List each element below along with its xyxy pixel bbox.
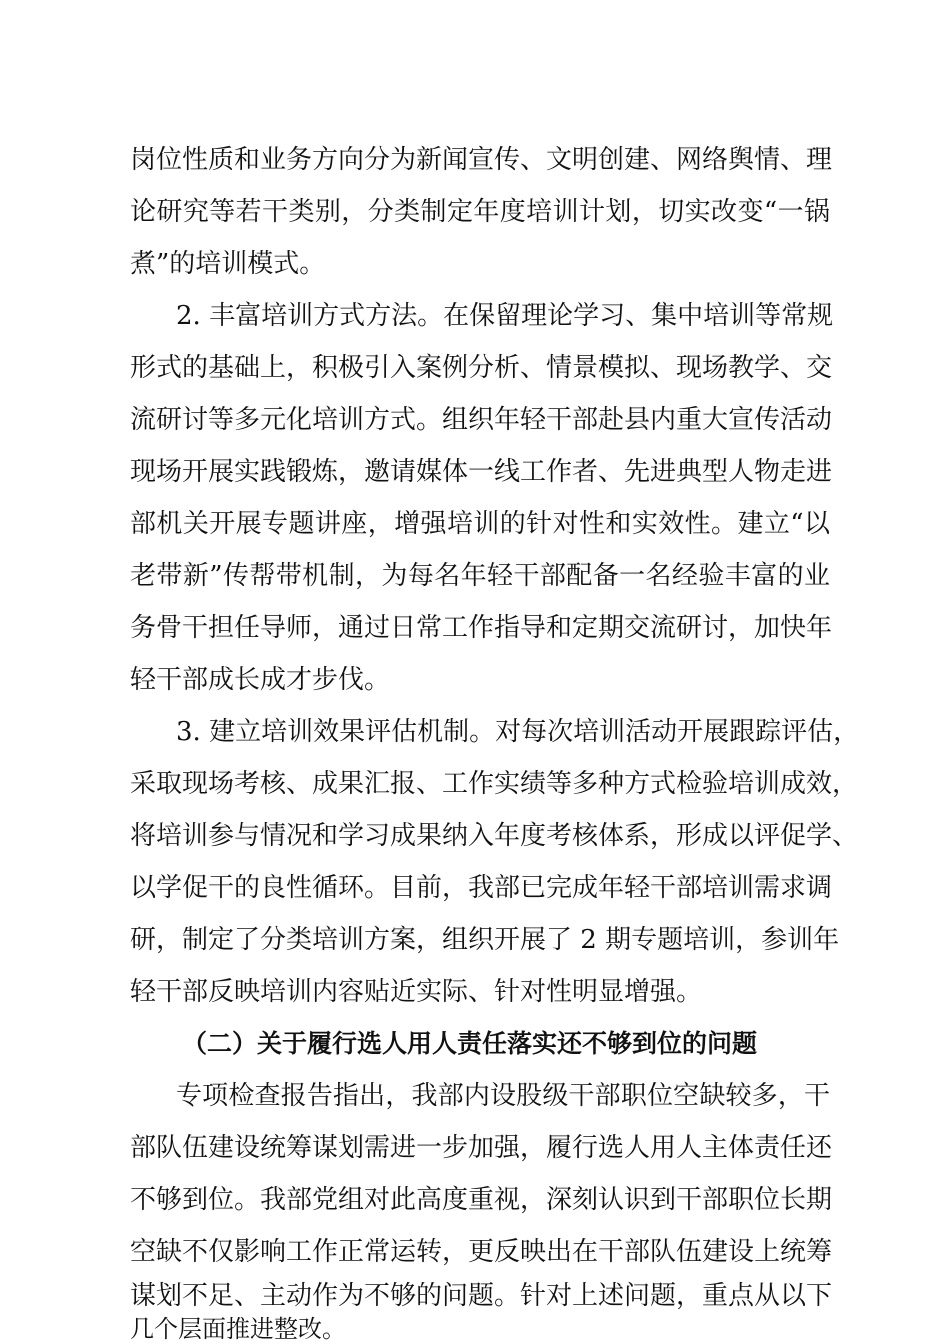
text-line: 务骨干担任导师，通过日常工作指导和定期交流研讨，加快年	[130, 613, 833, 643]
text-line: 论研究等若干类别，分类制定年度培训计划，切实改变“一锅	[130, 197, 830, 227]
text-line: 研，制定了分类培训方案，组织开展了 2 期专题培训，参训年	[130, 925, 840, 955]
text-line: 老带新”传帮带机制，为每名年轻干部配备一名经验丰富的业	[130, 561, 830, 591]
text-line: 谋划不足、主动作为不够的问题。针对上述问题，重点从以下	[130, 1281, 833, 1311]
text-line: 空缺不仅影响工作正常运转，更反映出在干部队伍建设上统筹	[130, 1237, 833, 1267]
text-line: 轻干部成长成才步伐。	[130, 665, 391, 695]
text-line: 流研讨等多元化培训方式。组织年轻干部赴县内重大宣传活动	[130, 405, 833, 435]
text-line: 现场开展实践锻炼，邀请媒体一线工作者、先进典型人物走进	[130, 457, 833, 487]
paragraph-4-start: 专项检查报告指出，我部内设股级干部职位空缺较多，干	[176, 1081, 830, 1111]
text-line: 部机关开展专题讲座，增强培训的针对性和实效性。建立“以	[130, 509, 830, 539]
text-line: 采取现场考核、成果汇报、工作实绩等多种方式检验培训成效，	[130, 769, 859, 799]
text-line: 不够到位。我部党组对此高度重视，深刻认识到干部职位长期	[130, 1185, 833, 1215]
text-line: 岗位性质和业务方向分为新闻宣传、文明创建、网络舆情、理	[130, 145, 833, 175]
text-line: 将培训参与情况和学习成果纳入年度考核体系，形成以评促学、	[130, 821, 859, 851]
text-line: 几个层面推进整改。	[130, 1315, 346, 1343]
text-line: 煮”的培训模式。	[130, 249, 326, 279]
text-line: 部队伍建设统筹谋划需进一步加强，履行选人用人主体责任还	[130, 1133, 833, 1163]
paragraph-3-start: 3. 建立培训效果评估机制。对每次培训活动开展跟踪评估，	[176, 717, 860, 747]
paragraph-2-start: 2. 丰富培训方式方法。在保留理论学习、集中培训等常规	[176, 301, 834, 331]
text-line: 轻干部反映培训内容贴近实际、针对性明显增强。	[130, 977, 703, 1007]
text-line: 形式的基础上，积极引入案例分析、情景模拟、现场教学、交	[130, 353, 833, 383]
text-line: 以学促干的良性循环。目前，我部已完成年轻干部培训需求调	[130, 873, 833, 903]
section-heading: （二）关于履行选人用人责任落实还不够到位的问题	[182, 1029, 758, 1058]
